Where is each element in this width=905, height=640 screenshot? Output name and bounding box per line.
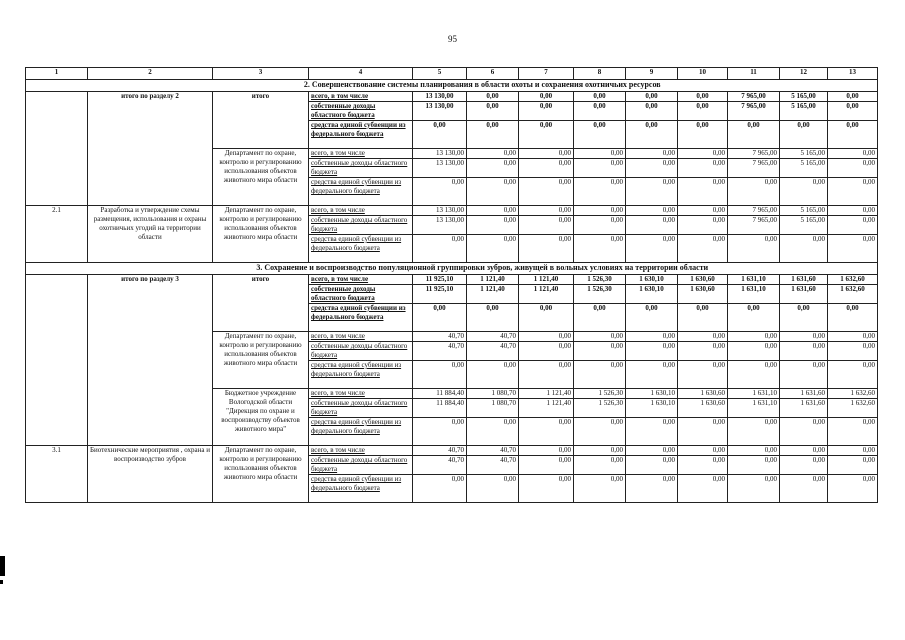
value-cell: 0,00 xyxy=(828,216,878,235)
column-header: 11 xyxy=(728,68,780,80)
value-cell: 0,00 xyxy=(678,456,728,475)
value-cell: 0,00 xyxy=(519,92,574,102)
value-cell: 0,00 xyxy=(780,178,828,206)
value-cell: 40,70 xyxy=(413,456,467,475)
value-cell: 0,00 xyxy=(626,92,678,102)
value-cell: 0,00 xyxy=(574,159,626,178)
value-cell: 0,00 xyxy=(626,332,678,342)
value-cell: 0,00 xyxy=(519,446,574,456)
value-cell: 11 925,10 xyxy=(413,275,467,285)
table-row xyxy=(26,275,878,285)
measure-num: 2.1 xyxy=(26,206,88,263)
value-cell: 0,00 xyxy=(728,332,780,342)
value-cell: 13 130,00 xyxy=(413,216,467,235)
value-cell: 13 130,00 xyxy=(413,159,467,178)
value-cell: 40,70 xyxy=(467,456,519,475)
source: собственные доходы областного бюджета xyxy=(309,342,413,361)
value-cell: 0,00 xyxy=(828,121,878,149)
column-header: 8 xyxy=(574,68,626,80)
value-cell: 1 121,40 xyxy=(519,389,574,399)
value-cell: 0,00 xyxy=(413,178,467,206)
value-cell: 40,70 xyxy=(413,332,467,342)
value-cell: 1 630,10 xyxy=(626,399,678,418)
value-cell: 40,70 xyxy=(467,332,519,342)
value-cell: 0,00 xyxy=(678,178,728,206)
value-cell: 0,00 xyxy=(828,235,878,263)
value-cell: 0,00 xyxy=(467,361,519,389)
value-cell: 0,00 xyxy=(678,418,728,446)
value-cell: 0,00 xyxy=(574,304,626,332)
value-cell: 0,00 xyxy=(519,178,574,206)
value-cell: 7 965,00 xyxy=(728,149,780,159)
value-cell: 0,00 xyxy=(728,121,780,149)
value-cell: 13 130,00 xyxy=(413,206,467,216)
value-cell: 0,00 xyxy=(828,304,878,332)
value-cell: 0,00 xyxy=(467,235,519,263)
table-row xyxy=(26,92,878,102)
value-cell: 0,00 xyxy=(626,418,678,446)
source: средства единой субвенции из федерального бюджета xyxy=(309,178,413,206)
value-cell: 0,00 xyxy=(678,206,728,216)
measure-name: Разработка и утверждение схемы размещения, использования и охраны охотничьих угодий на территории области xyxy=(88,206,213,263)
scan-artifact xyxy=(0,580,3,584)
value-cell: 0,00 xyxy=(413,121,467,149)
section-num xyxy=(26,263,88,275)
value-cell: 0,00 xyxy=(519,418,574,446)
value-cell: 1 630,10 xyxy=(626,275,678,285)
value-cell: 0,00 xyxy=(678,92,728,102)
section-num xyxy=(26,80,88,92)
measure-name: итого по разделу 3 xyxy=(88,275,213,446)
value-cell: 11 884,40 xyxy=(413,389,467,399)
column-header: 4 xyxy=(309,68,413,80)
value-cell: 0,00 xyxy=(828,159,878,178)
section-title: 3. Сохранение и воспроизводство популяционной группировки зубров, живущей в вольных условиях на территории области xyxy=(88,263,878,275)
source: всего, в том числе xyxy=(309,446,413,456)
source: средства единой субвенции из федерального бюджета xyxy=(309,418,413,446)
value-cell: 1 632,60 xyxy=(828,285,878,304)
value-cell: 1 632,60 xyxy=(828,399,878,418)
value-cell: 0,00 xyxy=(678,216,728,235)
value-cell: 1 631,10 xyxy=(728,389,780,399)
column-header: 10 xyxy=(678,68,728,80)
source: средства единой субвенции из федерального бюджета xyxy=(309,121,413,149)
measure-num: 3.1 xyxy=(26,446,88,503)
value-cell: 0,00 xyxy=(828,342,878,361)
value-cell: 1 631,60 xyxy=(780,389,828,399)
value-cell: 1 631,60 xyxy=(780,399,828,418)
value-cell: 0,00 xyxy=(626,121,678,149)
executor: Департамент по охране, контролю и регулированию использования объектов животного мира области xyxy=(213,206,309,263)
source: собственные доходы областного бюджета xyxy=(309,216,413,235)
table-row xyxy=(26,68,878,80)
value-cell: 0,00 xyxy=(828,102,878,121)
value-cell: 0,00 xyxy=(519,332,574,342)
source: средства единой субвенции из федерального бюджета xyxy=(309,304,413,332)
value-cell: 0,00 xyxy=(519,121,574,149)
value-cell: 0,00 xyxy=(828,475,878,503)
value-cell: 0,00 xyxy=(574,216,626,235)
measure-num xyxy=(26,275,88,446)
value-cell: 0,00 xyxy=(728,418,780,446)
table-row xyxy=(26,206,878,216)
value-cell: 0,00 xyxy=(413,418,467,446)
value-cell: 0,00 xyxy=(574,102,626,121)
source: средства единой субвенции из федерального бюджета xyxy=(309,361,413,389)
source: собственные доходы областного бюджета xyxy=(309,399,413,418)
value-cell: 0,00 xyxy=(626,102,678,121)
value-cell: 0,00 xyxy=(467,475,519,503)
source: собственные доходы областного бюджета xyxy=(309,456,413,475)
value-cell: 0,00 xyxy=(519,159,574,178)
budget-table xyxy=(25,67,878,503)
value-cell: 7 965,00 xyxy=(728,216,780,235)
value-cell: 0,00 xyxy=(467,149,519,159)
value-cell: 1 630,10 xyxy=(626,285,678,304)
value-cell: 0,00 xyxy=(780,121,828,149)
scan-artifact xyxy=(0,556,5,576)
measure-name: Биотехнические мероприятия , охрана и воспроизводство зубров xyxy=(88,446,213,503)
value-cell: 1 631,10 xyxy=(728,399,780,418)
source: всего, в том числе xyxy=(309,149,413,159)
value-cell: 1 526,30 xyxy=(574,389,626,399)
value-cell: 0,00 xyxy=(828,178,878,206)
value-cell: 0,00 xyxy=(626,178,678,206)
value-cell: 0,00 xyxy=(467,216,519,235)
value-cell: 0,00 xyxy=(626,216,678,235)
table-row xyxy=(26,446,878,456)
value-cell: 1 630,60 xyxy=(678,275,728,285)
value-cell: 0,00 xyxy=(728,456,780,475)
value-cell: 0,00 xyxy=(728,446,780,456)
value-cell: 0,00 xyxy=(467,178,519,206)
column-header: 6 xyxy=(467,68,519,80)
value-cell: 13 130,00 xyxy=(413,102,467,121)
source: собственные доходы областного бюджета xyxy=(309,102,413,121)
value-cell: 0,00 xyxy=(467,206,519,216)
value-cell: 7 965,00 xyxy=(728,92,780,102)
value-cell: 13 130,00 xyxy=(413,92,467,102)
value-cell: 7 965,00 xyxy=(728,102,780,121)
value-cell: 0,00 xyxy=(780,361,828,389)
value-cell: 1 526,30 xyxy=(574,399,626,418)
value-cell: 1 121,40 xyxy=(519,285,574,304)
measure-name: итого по разделу 2 xyxy=(88,92,213,206)
value-cell: 1 631,10 xyxy=(728,275,780,285)
value-cell: 0,00 xyxy=(678,332,728,342)
value-cell: 0,00 xyxy=(626,361,678,389)
value-cell: 0,00 xyxy=(519,475,574,503)
value-cell: 0,00 xyxy=(519,304,574,332)
column-header: 2 xyxy=(88,68,213,80)
value-cell: 0,00 xyxy=(678,159,728,178)
column-header: 13 xyxy=(828,68,878,80)
value-cell: 0,00 xyxy=(678,475,728,503)
value-cell: 0,00 xyxy=(626,149,678,159)
value-cell: 1 121,40 xyxy=(519,399,574,418)
value-cell: 0,00 xyxy=(519,102,574,121)
value-cell: 0,00 xyxy=(678,446,728,456)
value-cell: 0,00 xyxy=(780,446,828,456)
value-cell: 40,70 xyxy=(467,342,519,361)
value-cell: 40,70 xyxy=(413,342,467,361)
value-cell: 1 631,60 xyxy=(780,275,828,285)
value-cell: 0,00 xyxy=(574,121,626,149)
value-cell: 1 631,10 xyxy=(728,285,780,304)
source: средства единой субвенции из федерального бюджета xyxy=(309,235,413,263)
value-cell: 5 165,00 xyxy=(780,216,828,235)
value-cell: 11 884,40 xyxy=(413,399,467,418)
column-header: 3 xyxy=(213,68,309,80)
source: собственные доходы областного бюджета xyxy=(309,159,413,178)
value-cell: 5 165,00 xyxy=(780,149,828,159)
value-cell: 0,00 xyxy=(574,235,626,263)
column-header: 12 xyxy=(780,68,828,80)
column-header: 7 xyxy=(519,68,574,80)
value-cell: 0,00 xyxy=(574,342,626,361)
value-cell: 0,00 xyxy=(728,178,780,206)
value-cell: 0,00 xyxy=(678,121,728,149)
value-cell: 5 165,00 xyxy=(780,159,828,178)
value-cell: 1 630,60 xyxy=(678,399,728,418)
value-cell: 7 965,00 xyxy=(728,206,780,216)
value-cell: 0,00 xyxy=(728,342,780,361)
value-cell: 1 121,40 xyxy=(467,285,519,304)
value-cell: 1 630,10 xyxy=(626,389,678,399)
value-cell: 7 965,00 xyxy=(728,159,780,178)
value-cell: 0,00 xyxy=(780,475,828,503)
value-cell: 0,00 xyxy=(626,235,678,263)
value-cell: 1 631,60 xyxy=(780,285,828,304)
value-cell: 0,00 xyxy=(728,304,780,332)
source: всего, в том числе xyxy=(309,389,413,399)
value-cell: 0,00 xyxy=(728,475,780,503)
value-cell: 0,00 xyxy=(678,102,728,121)
value-cell: 0,00 xyxy=(828,456,878,475)
value-cell: 0,00 xyxy=(519,361,574,389)
value-cell: 1 526,30 xyxy=(574,275,626,285)
source: всего, в том числе xyxy=(309,332,413,342)
value-cell: 0,00 xyxy=(828,418,878,446)
value-cell: 0,00 xyxy=(467,159,519,178)
source: всего, в том числе xyxy=(309,92,413,102)
value-cell: 0,00 xyxy=(828,332,878,342)
table-row xyxy=(26,80,878,92)
value-cell: 0,00 xyxy=(780,304,828,332)
value-cell: 0,00 xyxy=(574,418,626,446)
value-cell: 1 080,70 xyxy=(467,399,519,418)
value-cell: 5 165,00 xyxy=(780,102,828,121)
value-cell: 0,00 xyxy=(678,235,728,263)
source: собственные доходы областного бюджета xyxy=(309,285,413,304)
value-cell: 0,00 xyxy=(780,418,828,446)
value-cell: 0,00 xyxy=(828,206,878,216)
value-cell: 0,00 xyxy=(574,446,626,456)
value-cell: 0,00 xyxy=(519,216,574,235)
value-cell: 0,00 xyxy=(467,92,519,102)
value-cell: 1 080,70 xyxy=(467,389,519,399)
page-number: 95 xyxy=(448,34,457,44)
value-cell: 0,00 xyxy=(828,446,878,456)
value-cell: 0,00 xyxy=(626,206,678,216)
value-cell: 0,00 xyxy=(467,102,519,121)
section-title: 2. Совершенствование системы планирования в области охоты и сохранения охотничьих ресурсов xyxy=(88,80,878,92)
value-cell: 0,00 xyxy=(574,475,626,503)
value-cell: 0,00 xyxy=(574,361,626,389)
value-cell: 0,00 xyxy=(678,304,728,332)
value-cell: 0,00 xyxy=(780,342,828,361)
value-cell: 0,00 xyxy=(574,149,626,159)
value-cell: 0,00 xyxy=(678,342,728,361)
executor: Департамент по охране, контролю и регулированию использования объектов животного мира области xyxy=(213,446,309,503)
value-cell: 1 121,40 xyxy=(519,275,574,285)
value-cell: 40,70 xyxy=(413,446,467,456)
value-cell: 0,00 xyxy=(574,206,626,216)
value-cell: 0,00 xyxy=(467,121,519,149)
value-cell: 1 632,60 xyxy=(828,389,878,399)
value-cell: 0,00 xyxy=(780,332,828,342)
value-cell: 5 165,00 xyxy=(780,92,828,102)
value-cell: 0,00 xyxy=(780,456,828,475)
value-cell: 0,00 xyxy=(467,418,519,446)
value-cell: 0,00 xyxy=(519,235,574,263)
value-cell: 0,00 xyxy=(413,361,467,389)
table-row xyxy=(26,263,878,275)
value-cell: 0,00 xyxy=(678,149,728,159)
value-cell: 40,70 xyxy=(467,446,519,456)
value-cell: 1 630,60 xyxy=(678,389,728,399)
executor: Бюджетное учреждение Вологодской области "Дирекция по охране и воспроизводству объектов животного мира" xyxy=(213,389,309,446)
measure-num xyxy=(26,92,88,206)
value-cell: 0,00 xyxy=(519,342,574,361)
source: всего, в том числе xyxy=(309,275,413,285)
column-header: 1 xyxy=(26,68,88,80)
value-cell: 0,00 xyxy=(828,361,878,389)
value-cell: 0,00 xyxy=(728,361,780,389)
value-cell: 0,00 xyxy=(413,235,467,263)
executor: Департамент по охране, контролю и регулированию использования объектов животного мира области xyxy=(213,332,309,389)
value-cell: 0,00 xyxy=(626,475,678,503)
source: средства единой субвенции из федерального бюджета xyxy=(309,475,413,503)
value-cell: 0,00 xyxy=(413,475,467,503)
value-cell: 0,00 xyxy=(519,206,574,216)
value-cell: 0,00 xyxy=(574,456,626,475)
value-cell: 0,00 xyxy=(413,304,467,332)
value-cell: 0,00 xyxy=(828,92,878,102)
value-cell: 0,00 xyxy=(626,159,678,178)
column-header: 5 xyxy=(413,68,467,80)
executor: итого xyxy=(213,92,309,149)
value-cell: 0,00 xyxy=(828,149,878,159)
executor: итого xyxy=(213,275,309,332)
value-cell: 0,00 xyxy=(519,149,574,159)
value-cell: 11 925,10 xyxy=(413,285,467,304)
value-cell: 5 165,00 xyxy=(780,206,828,216)
column-header: 9 xyxy=(626,68,678,80)
value-cell: 0,00 xyxy=(626,456,678,475)
executor: Департамент по охране, контролю и регулированию использования объектов животного мира области xyxy=(213,149,309,206)
value-cell: 0,00 xyxy=(574,92,626,102)
value-cell: 13 130,00 xyxy=(413,149,467,159)
value-cell: 0,00 xyxy=(678,361,728,389)
value-cell: 1 526,30 xyxy=(574,285,626,304)
value-cell: 0,00 xyxy=(626,304,678,332)
value-cell: 0,00 xyxy=(519,456,574,475)
value-cell: 0,00 xyxy=(574,332,626,342)
value-cell: 0,00 xyxy=(626,342,678,361)
value-cell: 1 630,60 xyxy=(678,285,728,304)
value-cell: 0,00 xyxy=(626,446,678,456)
value-cell: 0,00 xyxy=(574,178,626,206)
value-cell: 0,00 xyxy=(728,235,780,263)
value-cell: 1 121,40 xyxy=(467,275,519,285)
value-cell: 0,00 xyxy=(780,235,828,263)
value-cell: 0,00 xyxy=(467,304,519,332)
source: всего, в том числе xyxy=(309,206,413,216)
value-cell: 1 632,60 xyxy=(828,275,878,285)
